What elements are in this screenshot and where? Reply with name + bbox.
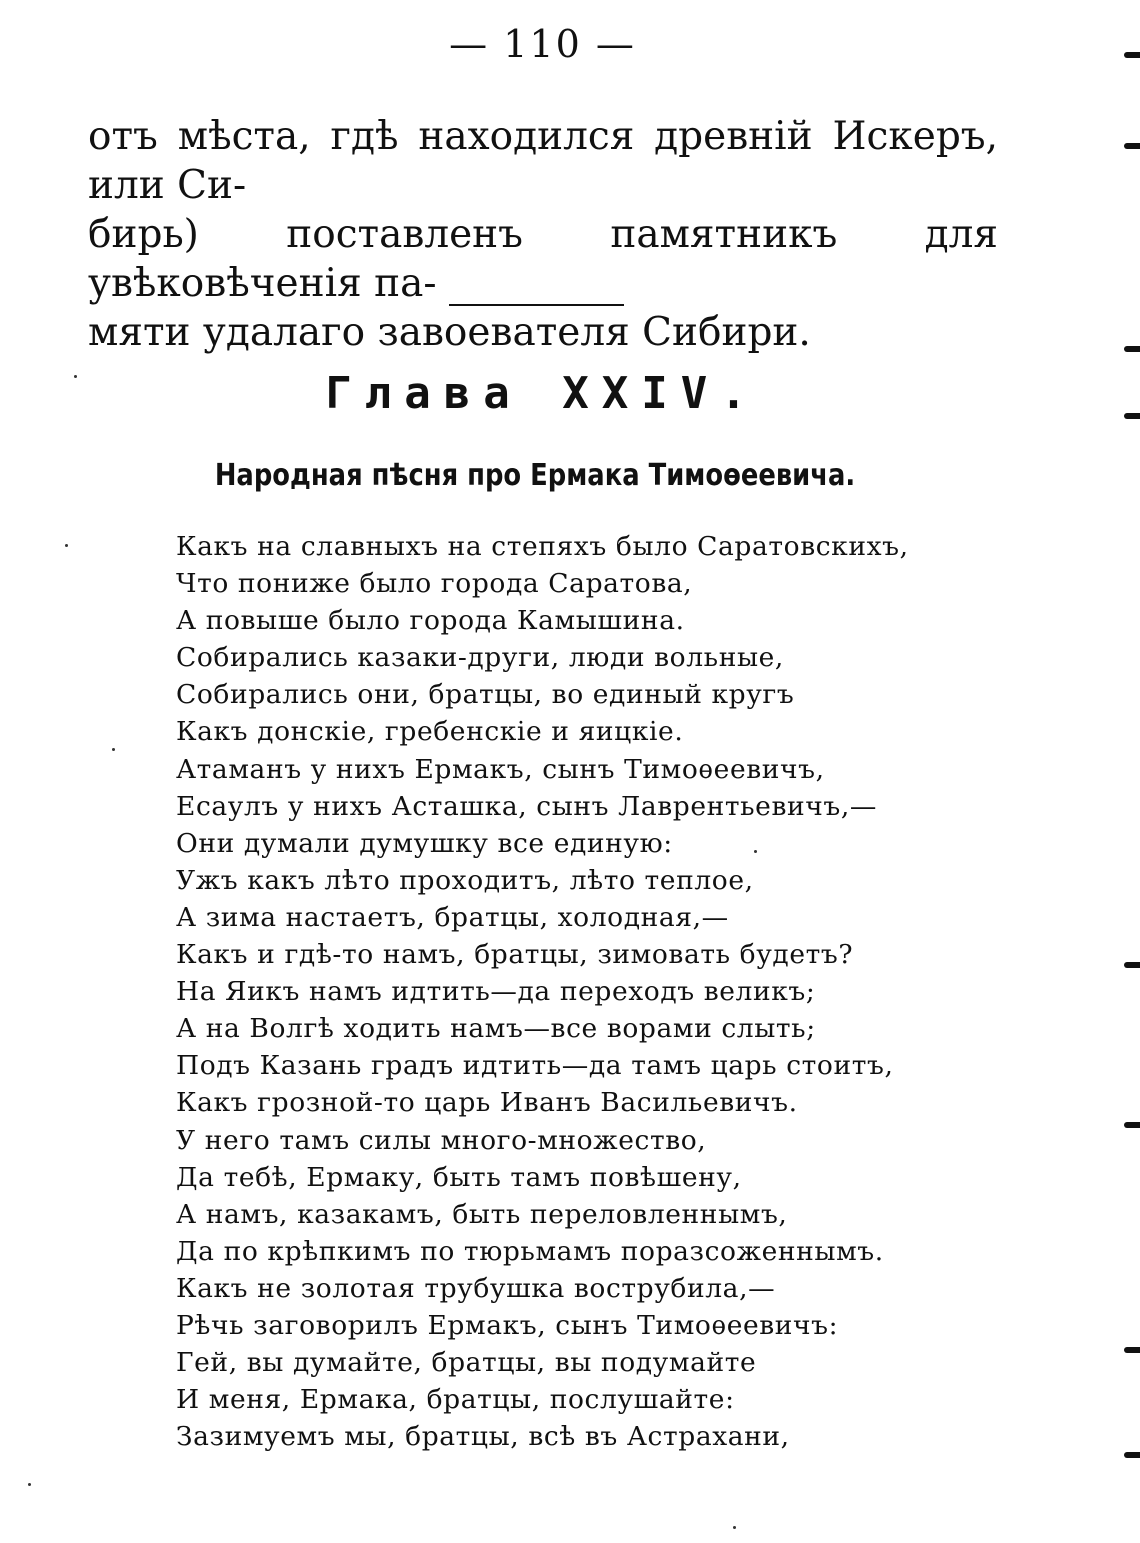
song-verses <box>176 528 936 1455</box>
verse-line: Да тебѣ, Ермаку, быть тамъ повѣшену, <box>176 1161 742 1193</box>
verse-line: Собирались они, братцы, во единый кругъ <box>176 679 795 711</box>
scan-edge-mark <box>1124 52 1140 58</box>
song-title: Народная пѣсня про Ермака Тимоѳеевича. <box>214 458 856 493</box>
verse-line: Какъ и гдѣ-то намъ, братцы, зимовать будетъ? <box>176 939 854 971</box>
scan-speck <box>733 1526 736 1529</box>
verse-line: Да по крѣпкимъ по тюрьмамъ поразсоженнымъ. <box>176 1235 884 1267</box>
verse-line: Есаулъ у нихъ Асташка, сынъ Лаврентьевичъ,— <box>176 790 877 822</box>
scan-edge-mark <box>1124 962 1140 968</box>
scan-edge-mark <box>1124 1347 1140 1353</box>
verse-line: Они думали думушку все единую: <box>176 827 673 859</box>
verse-line: Собирались казаки-други, люди вольные, <box>176 642 784 674</box>
verse-line: Атаманъ у нихъ Ермакъ, сынъ Тимоѳеевичъ, <box>176 753 825 785</box>
verse-line: У него тамъ силы много-множество, <box>176 1124 707 1156</box>
verse-line: На Яикъ намъ идтить—да переходъ великъ; <box>176 976 816 1008</box>
page-number: — 110 — <box>449 22 636 66</box>
scan-edge-mark <box>1124 143 1140 149</box>
verse-line: Что пониже было города Саратова, <box>176 568 693 600</box>
verse-line: Подъ Казань градъ идтить—да тамъ царь стоитъ, <box>176 1050 894 1082</box>
verse-line: А зима настаетъ, братцы, холодная,— <box>176 901 729 933</box>
paragraph-line: бирь) поставленъ памятникъ для увѣковѣченія па- <box>88 212 998 306</box>
verse-line: Гей, вы думайте, братцы, вы подумайте <box>176 1347 757 1379</box>
verse-line: А на Волгѣ ходить намъ—все ворами слыть; <box>176 1013 816 1045</box>
verse-line: Какъ не золотая трубушка вострубила,— <box>176 1272 776 1304</box>
scan-speck <box>74 375 77 378</box>
verse-line: Ужъ какъ лѣто проходитъ, лѣто теплое, <box>176 864 754 896</box>
continued-paragraph <box>88 112 998 357</box>
verse-line: И меня, Ермака, братцы, послушайте: <box>176 1384 735 1416</box>
verse-line: Зазимуемъ мы, братцы, всѣ въ Астрахани, <box>176 1421 790 1453</box>
scan-speck <box>754 850 757 853</box>
scan-edge-mark <box>1124 346 1140 352</box>
verse-line: А повыше было города Камышина. <box>176 605 685 637</box>
verse-line: Какъ донскіе, гребенскіе и яицкіе. <box>176 716 684 748</box>
scan-edge-mark <box>1124 1452 1140 1458</box>
paragraph-line: мяти удалаго завоевателя Сибири. <box>88 310 811 355</box>
scan-speck <box>65 544 68 547</box>
scan-edge-mark <box>1124 1122 1140 1128</box>
scan-speck <box>112 748 115 751</box>
section-divider <box>449 304 624 306</box>
scan-edge-mark <box>1124 413 1140 419</box>
paragraph-line: отъ мѣста, гдѣ находился древній Искеръ, или Си- <box>88 114 998 208</box>
verse-line: А намъ, казакамъ, быть переловленнымъ, <box>176 1198 788 1230</box>
chapter-heading: Глава XXIV. <box>325 368 760 419</box>
verse-line: Какъ грозной-то царь Иванъ Васильевичъ. <box>176 1087 798 1119</box>
scan-speck <box>28 1483 31 1486</box>
verse-line: Рѣчь заговорилъ Ермакъ, сынъ Тимоѳеевичъ: <box>176 1309 839 1341</box>
verse-line: Какъ на славныхъ на степяхъ было Саратовскихъ, <box>176 531 909 562</box>
